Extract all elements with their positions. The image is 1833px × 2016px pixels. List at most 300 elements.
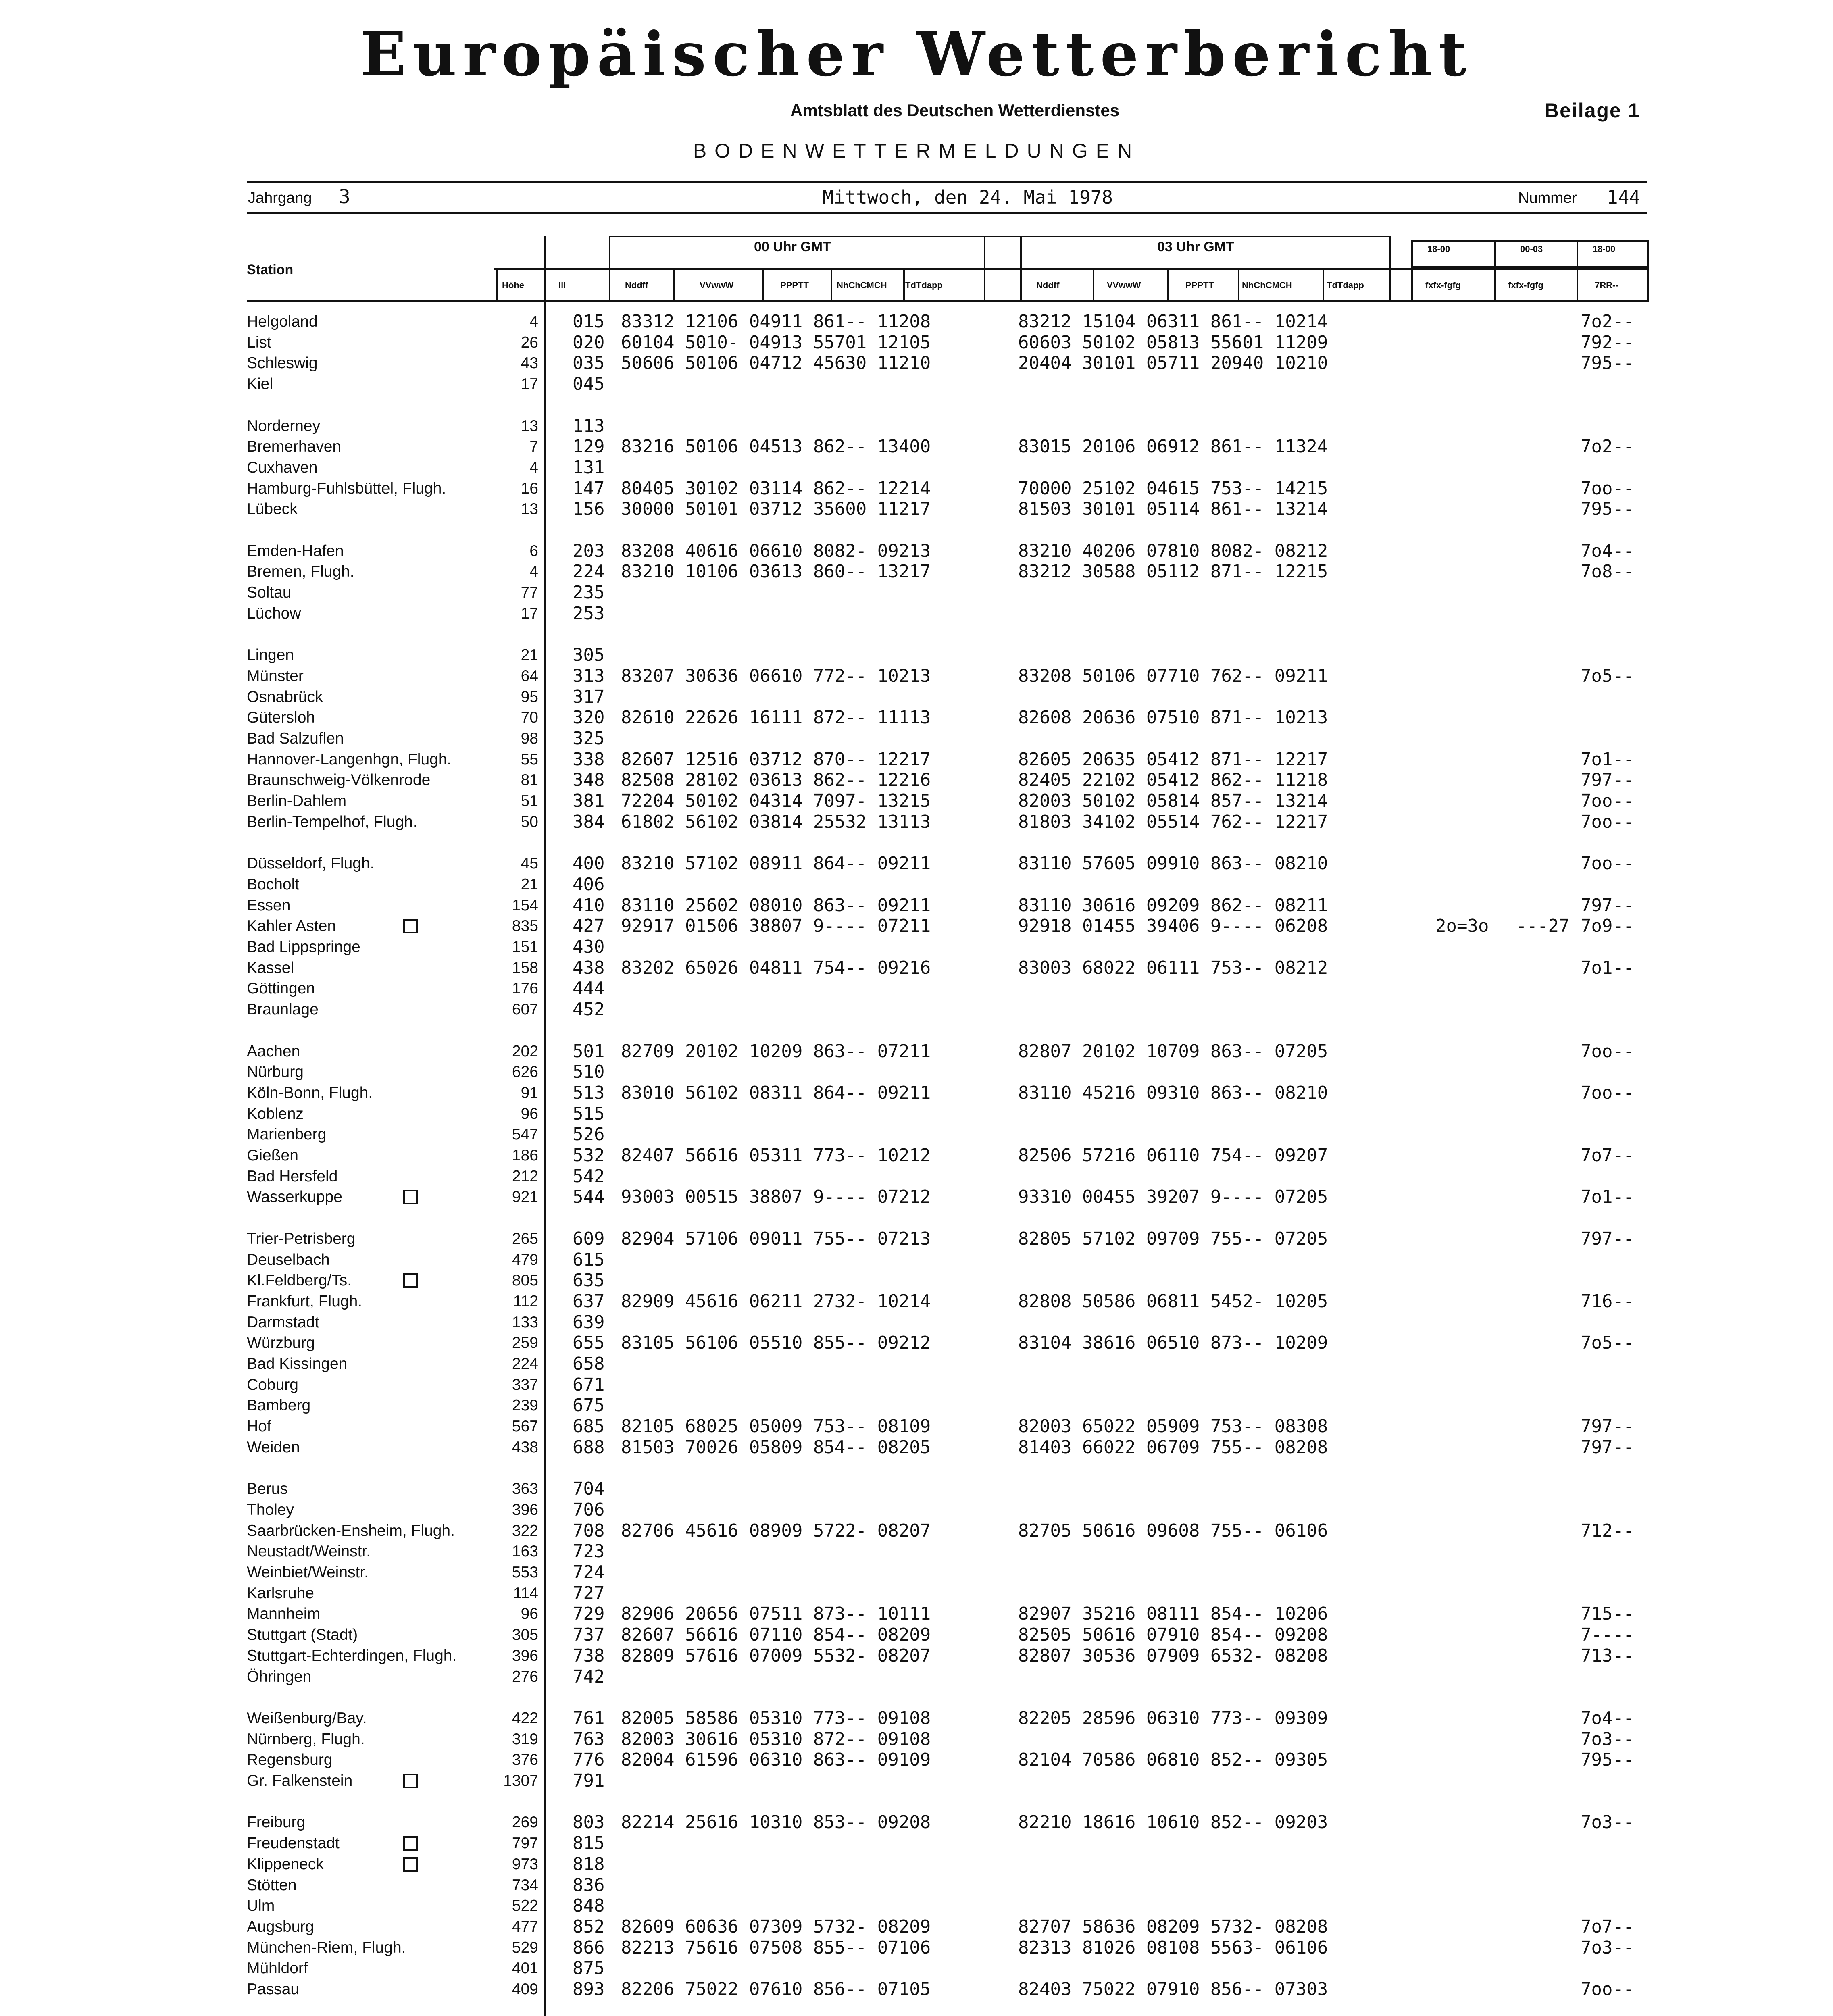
- station-height: 529: [512, 1939, 538, 1956]
- header-rule-top: [247, 181, 1647, 183]
- obs-00-groups: 83202 65026 04811 754-- 09216: [621, 958, 931, 978]
- table-row: [0, 1394, 1833, 1415]
- station-height: 269: [512, 1814, 538, 1831]
- station-height: 26: [521, 334, 538, 351]
- obs-00-groups: 82906 20656 07511 873-- 10111: [621, 1604, 931, 1624]
- station-index: 761: [573, 1708, 605, 1729]
- table-row: [0, 873, 1833, 894]
- table-row: [0, 1290, 1833, 1311]
- table-row: [0, 727, 1833, 748]
- station-height: 409: [512, 1981, 538, 1998]
- obs-03-groups: 93310 00455 39207 9---- 07205: [1018, 1187, 1328, 1207]
- station-height: 239: [512, 1397, 538, 1414]
- station-name: Freudenstadt: [247, 1835, 340, 1852]
- obs-03-groups: 82104 70586 06810 852-- 09305: [1018, 1749, 1328, 1770]
- obs-00-groups: 83207 30636 06610 772-- 10213: [621, 666, 931, 686]
- table-row: [0, 415, 1833, 436]
- precip-18-00: 7oo--: [1581, 853, 1634, 874]
- table-row: [0, 1123, 1833, 1144]
- table-row: [0, 1520, 1833, 1541]
- obs-00-groups: 83208 40616 06610 8082- 09213: [621, 541, 931, 561]
- station-height: 7: [529, 438, 538, 455]
- station-height: 77: [521, 584, 538, 601]
- table-row: [0, 1916, 1833, 1937]
- obs-00-groups: 82003 30616 05310 872-- 09108: [621, 1729, 931, 1749]
- station-height: 91: [521, 1084, 538, 1102]
- obs-03-groups: 83212 30588 05112 871-- 12215: [1018, 561, 1328, 582]
- obs-03-groups: 82003 50102 05814 857-- 13214: [1018, 791, 1328, 811]
- station-name: Saarbrücken-Ensheim, Flugh.: [247, 1522, 455, 1539]
- station-index: 776: [573, 1749, 605, 1770]
- table-row-spacer: [0, 1207, 1833, 1228]
- obs-00-groups: 82709 20102 10209 863-- 07211: [621, 1041, 931, 1062]
- station-height: 212: [512, 1168, 538, 1185]
- table-row-spacer: [0, 394, 1833, 415]
- table-row: [0, 894, 1833, 915]
- obs-00-groups: 82214 25616 10310 853-- 09208: [621, 1812, 931, 1833]
- station-height: 95: [521, 688, 538, 706]
- obs-03-groups: 82707 58636 08209 5732- 08208: [1018, 1916, 1328, 1937]
- obs-03-groups: 20404 30101 05711 20940 10210: [1018, 353, 1328, 373]
- obs-03-groups: 83003 68022 06111 753-- 08212: [1018, 958, 1328, 978]
- obs-00-groups: 82206 75022 07610 856-- 07105: [621, 1979, 931, 1999]
- table-row-spacer: [0, 519, 1833, 540]
- mountain-station-square-icon: [403, 1190, 418, 1204]
- station-index: 129: [573, 436, 605, 457]
- table-row: [0, 1978, 1833, 1999]
- precip-18-00: 7o3--: [1581, 1729, 1634, 1749]
- station-index: 035: [573, 353, 605, 373]
- col-00-clouds: NhChCMCH: [837, 280, 887, 290]
- station-name: Emden-Hafen: [247, 542, 344, 560]
- station-height: 438: [512, 1439, 538, 1456]
- station-height: 305: [512, 1626, 538, 1643]
- obs-00-groups: 50606 50106 04712 45630 11210: [621, 353, 931, 373]
- station-index: 325: [573, 728, 605, 749]
- station-height: 973: [512, 1856, 538, 1873]
- table-row: [0, 1436, 1833, 1457]
- station-height: 276: [512, 1668, 538, 1685]
- station-height: 477: [512, 1918, 538, 1935]
- station-name: Darmstadt: [247, 1314, 319, 1331]
- station-index: 723: [573, 1541, 605, 1562]
- station-height: 363: [512, 1480, 538, 1497]
- station-index: 708: [573, 1520, 605, 1541]
- station-index: 639: [573, 1312, 605, 1333]
- station-index: 526: [573, 1124, 605, 1145]
- obs-03-groups: 81503 30101 05114 861-- 13214: [1018, 499, 1328, 519]
- station-name: Neustadt/Weinstr.: [247, 1543, 371, 1560]
- station-index: 544: [573, 1187, 605, 1207]
- table-row: [0, 1770, 1833, 1791]
- obs-03-groups: 83104 38616 06510 873-- 10209: [1018, 1333, 1328, 1353]
- station-index: 305: [573, 645, 605, 665]
- table-row: [0, 477, 1833, 498]
- precip-18-00: 797--: [1581, 1229, 1634, 1249]
- station-name: Bremerhaven: [247, 438, 342, 455]
- group-03-header: 03 Uhr GMT: [1157, 239, 1234, 254]
- mountain-station-square-icon: [403, 1273, 418, 1288]
- precip-18-00: 7oo--: [1581, 1041, 1634, 1062]
- station-name: Hamburg-Fuhlsbüttel, Flugh.: [247, 480, 446, 497]
- table-row: [0, 602, 1833, 623]
- table-row: [0, 540, 1833, 561]
- station-index: 015: [573, 311, 605, 332]
- station-name: Bad Kissingen: [247, 1355, 348, 1372]
- jahrgang-value: 3: [339, 185, 350, 208]
- table-row: [0, 435, 1833, 456]
- station-index: 615: [573, 1250, 605, 1270]
- precip-18-00: 7oo--: [1581, 478, 1634, 499]
- station-height: 422: [512, 1710, 538, 1727]
- table-row: [0, 1353, 1833, 1374]
- col-x1-bottom: fxfx-fgfg: [1425, 280, 1461, 290]
- station-name: Norderney: [247, 417, 321, 435]
- station-name: Hannover-Langenhgn, Flugh.: [247, 751, 452, 768]
- station-index: 848: [573, 1895, 605, 1916]
- table-row: [0, 706, 1833, 727]
- station-height: 337: [512, 1376, 538, 1393]
- table-row: [0, 1811, 1833, 1832]
- station-index: 724: [573, 1562, 605, 1583]
- table-row: [0, 456, 1833, 477]
- table-row: [0, 1061, 1833, 1082]
- group-00-header: 00 Uhr GMT: [754, 239, 831, 254]
- station-index: 727: [573, 1583, 605, 1604]
- precip-18-00: 712--: [1581, 1520, 1634, 1541]
- station-name: Köln-Bonn, Flugh.: [247, 1084, 373, 1102]
- station-height: 4: [529, 459, 538, 476]
- table-row: [0, 1603, 1833, 1624]
- station-height: 17: [521, 375, 538, 393]
- station-name: Nürburg: [247, 1063, 304, 1081]
- precip-18-00: 7o1--: [1581, 1187, 1634, 1207]
- obs-00-groups: 82213 75616 07508 855-- 07106: [621, 1937, 931, 1958]
- obs-03-groups: 83210 40206 07810 8082- 08212: [1018, 541, 1328, 561]
- station-name: Karlsruhe: [247, 1585, 314, 1602]
- station-height: 154: [512, 897, 538, 914]
- document-title: Europäischer Wetterbericht: [360, 19, 1473, 90]
- table-row: [0, 1832, 1833, 1853]
- precip-18-00: 795--: [1581, 1749, 1634, 1770]
- station-height: 17: [521, 605, 538, 622]
- station-height: 479: [512, 1251, 538, 1268]
- table-row: [0, 686, 1833, 707]
- station-name: Gütersloh: [247, 709, 315, 726]
- station-index: 671: [573, 1375, 605, 1395]
- table-row: [0, 560, 1833, 581]
- station-height: 64: [521, 667, 538, 685]
- station-height: 13: [521, 417, 538, 435]
- station-index: 020: [573, 332, 605, 353]
- table-row-spacer: [0, 623, 1833, 644]
- col-03-ppptt: PPPTT: [1185, 280, 1214, 290]
- station-height: 4: [529, 313, 538, 330]
- station-height: 626: [512, 1063, 538, 1081]
- issue-date: Mittwoch, den 24. Mai 1978: [823, 186, 1113, 208]
- precip-18-00: 7oo--: [1581, 1083, 1634, 1103]
- station-index: 131: [573, 457, 605, 478]
- station-height: 158: [512, 959, 538, 977]
- table-row: [0, 748, 1833, 769]
- station-name: Göttingen: [247, 980, 315, 997]
- obs-03-groups: 83110 57605 09910 863-- 08210: [1018, 853, 1328, 874]
- station-height: 96: [521, 1105, 538, 1123]
- gust-00-03: ---27: [1516, 916, 1570, 936]
- obs-03-groups: 92918 01455 39406 9---- 06208: [1018, 916, 1328, 936]
- col-03-clouds: NhChCMCH: [1242, 280, 1292, 290]
- station-height: 45: [521, 855, 538, 872]
- nummer-value: 144: [1607, 186, 1641, 208]
- station-index: 348: [573, 770, 605, 790]
- station-height: 186: [512, 1147, 538, 1164]
- station-name: Braunschweig-Völkenrode: [247, 771, 431, 789]
- obs-03-groups: 82403 75022 07910 856-- 07303: [1018, 1979, 1328, 1999]
- table-row: [0, 1415, 1833, 1436]
- station-index: 542: [573, 1166, 605, 1187]
- precip-18-00: 7o1--: [1581, 749, 1634, 770]
- table-row: [0, 665, 1833, 686]
- table-row-spacer: [0, 1999, 1833, 2016]
- station-index: 313: [573, 666, 605, 686]
- mountain-station-square-icon: [403, 919, 418, 933]
- station-index: 438: [573, 958, 605, 978]
- precip-18-00: 7o7--: [1581, 1916, 1634, 1937]
- table-row: [0, 1895, 1833, 1916]
- station-name: Berlin-Tempelhof, Flugh.: [247, 813, 417, 831]
- obs-03-groups: 82608 20636 07510 871-- 10213: [1018, 707, 1328, 728]
- precip-18-00: 7o4--: [1581, 1708, 1634, 1729]
- obs-00-groups: 82706 45616 08909 5722- 08207: [621, 1520, 931, 1541]
- table-row: [0, 1749, 1833, 1770]
- station-index: 444: [573, 978, 605, 999]
- obs-00-groups: 82809 57616 07009 5532- 08207: [621, 1645, 931, 1666]
- station-height: 734: [512, 1876, 538, 1894]
- station-index: 203: [573, 541, 605, 561]
- station-height: 13: [521, 500, 538, 518]
- obs-03-groups: 82807 30536 07909 6532- 08208: [1018, 1645, 1328, 1666]
- table-row: [0, 1561, 1833, 1582]
- station-height: 224: [512, 1355, 538, 1372]
- station-index: 320: [573, 707, 605, 728]
- precip-18-00: 7o2--: [1581, 436, 1634, 457]
- station-name: Bocholt: [247, 876, 300, 893]
- station-name: Braunlage: [247, 1001, 319, 1018]
- table-row: [0, 581, 1833, 602]
- station-index: 818: [573, 1854, 605, 1874]
- obs-03-groups: 82605 20635 05412 871-- 12217: [1018, 749, 1328, 770]
- precip-18-00: 797--: [1581, 895, 1634, 916]
- station-index: 729: [573, 1604, 605, 1624]
- precip-18-00: 7o5--: [1581, 666, 1634, 686]
- obs-00-groups: 83210 57102 08911 864-- 09211: [621, 853, 931, 874]
- station-index: 400: [573, 853, 605, 874]
- obs-00-groups: 83110 25602 08010 863-- 09211: [621, 895, 931, 916]
- precip-18-00: 797--: [1581, 1416, 1634, 1437]
- precip-18-00: 7oo--: [1581, 812, 1634, 832]
- station-name: Nürnberg, Flugh.: [247, 1731, 365, 1748]
- table-row: [0, 310, 1833, 331]
- nummer-label: Nummer: [1518, 190, 1577, 206]
- col-x3-bottom: 7RR--: [1595, 280, 1618, 290]
- obs-00-groups: 82508 28102 03613 862-- 12216: [621, 770, 931, 790]
- obs-03-groups: 82003 65022 05909 753-- 08308: [1018, 1416, 1328, 1437]
- station-height: 265: [512, 1230, 538, 1248]
- table-row: [0, 644, 1833, 665]
- station-height: 21: [521, 646, 538, 664]
- table-row: [0, 1707, 1833, 1728]
- station-name: Stuttgart (Stadt): [247, 1626, 358, 1643]
- obs-00-groups: 93003 00515 38807 9---- 07212: [621, 1187, 931, 1207]
- table-row: [0, 1582, 1833, 1603]
- station-name: Frankfurt, Flugh.: [247, 1293, 362, 1310]
- table-row-spacer: [0, 1019, 1833, 1040]
- station-index: 510: [573, 1062, 605, 1082]
- precip-18-00: 7o8--: [1581, 561, 1634, 582]
- obs-03-groups: 83110 45216 09310 863-- 08210: [1018, 1083, 1328, 1103]
- station-index: 147: [573, 478, 605, 499]
- col-00-tdtdapp: TdTdapp: [905, 280, 943, 290]
- station-height: 322: [512, 1522, 538, 1539]
- table-row: [0, 1269, 1833, 1290]
- col-x1-top: 18-00: [1427, 244, 1450, 254]
- table-row: [0, 1249, 1833, 1270]
- station-name: Bamberg: [247, 1397, 311, 1414]
- precip-18-00: 713--: [1581, 1645, 1634, 1666]
- precip-18-00: 797--: [1581, 1437, 1634, 1458]
- beilage-label: Beilage 1: [1544, 99, 1640, 122]
- station-name: Lüchow: [247, 605, 301, 622]
- station-name: Berus: [247, 1480, 288, 1497]
- precip-18-00: 7----: [1581, 1624, 1634, 1645]
- station-name: Bad Salzuflen: [247, 730, 344, 747]
- station-height: 6: [529, 542, 538, 560]
- station-name: Trier-Petrisberg: [247, 1230, 356, 1248]
- obs-03-groups: 60603 50102 05813 55601 11209: [1018, 332, 1328, 353]
- col-00-nddff: Nddff: [625, 280, 648, 290]
- station-index: 513: [573, 1083, 605, 1103]
- station-name: Marienberg: [247, 1126, 327, 1143]
- table-row: [0, 1937, 1833, 1958]
- precip-18-00: 795--: [1581, 353, 1634, 373]
- station-height: 43: [521, 354, 538, 372]
- station-name: Weiden: [247, 1439, 300, 1456]
- station-height: 797: [512, 1835, 538, 1852]
- table-row: [0, 1666, 1833, 1687]
- table-row: [0, 1874, 1833, 1895]
- station-index: 815: [573, 1833, 605, 1854]
- station-index: 706: [573, 1500, 605, 1520]
- station-index: 235: [573, 582, 605, 603]
- obs-03-groups: 81403 66022 06709 755-- 08208: [1018, 1437, 1328, 1458]
- section-title: BODENWETTERMELDUNGEN: [693, 140, 1140, 162]
- table-row: [0, 498, 1833, 519]
- table-row-spacer: [0, 1791, 1833, 1812]
- obs-00-groups: 82105 68025 05009 753-- 08109: [621, 1416, 931, 1437]
- obs-03-groups: 83212 15104 06311 861-- 10214: [1018, 311, 1328, 332]
- station-index: 803: [573, 1812, 605, 1833]
- obs-00-groups: 82607 56616 07110 854-- 08209: [621, 1624, 931, 1645]
- station-index: 406: [573, 874, 605, 895]
- station-height: 259: [512, 1334, 538, 1352]
- obs-00-groups: 82407 56616 05311 773-- 10212: [621, 1145, 931, 1166]
- station-height: 96: [521, 1605, 538, 1622]
- station-index: 501: [573, 1041, 605, 1062]
- station-name: Freiburg: [247, 1814, 306, 1831]
- table-row: [0, 1957, 1833, 1978]
- station-height: 522: [512, 1897, 538, 1914]
- station-name: Regensburg: [247, 1751, 333, 1768]
- col-x2-top: 00-03: [1520, 244, 1543, 254]
- station-height: 547: [512, 1126, 538, 1143]
- station-index: 253: [573, 603, 605, 624]
- precip-18-00: 7o3--: [1581, 1937, 1634, 1958]
- station-name: Bremen, Flugh.: [247, 563, 354, 580]
- station-height: 921: [512, 1188, 538, 1206]
- obs-03-groups: 82807 20102 10709 863-- 07205: [1018, 1041, 1328, 1062]
- precip-18-00: 792--: [1581, 332, 1634, 353]
- station-name: Kiel: [247, 375, 273, 393]
- table-row: [0, 811, 1833, 832]
- precip-18-00: 7o7--: [1581, 1145, 1634, 1166]
- col-iii-header: iii: [558, 280, 566, 290]
- table-row: [0, 1311, 1833, 1332]
- table-row: [0, 1165, 1833, 1186]
- obs-00-groups: 83010 56102 08311 864-- 09211: [621, 1083, 931, 1103]
- table-row: [0, 1332, 1833, 1353]
- station-height: 50: [521, 813, 538, 831]
- obs-00-groups: 82004 61596 06310 863-- 09109: [621, 1749, 931, 1770]
- obs-00-groups: 61802 56102 03814 25532 13113: [621, 812, 931, 832]
- station-height: 98: [521, 730, 538, 747]
- station-index: 515: [573, 1104, 605, 1124]
- station-height: 176: [512, 980, 538, 997]
- obs-03-groups: 82505 50616 07910 854-- 09208: [1018, 1624, 1328, 1645]
- station-height: 319: [512, 1731, 538, 1748]
- table-row: [0, 1374, 1833, 1395]
- table-row: [0, 331, 1833, 352]
- station-index: 410: [573, 895, 605, 916]
- obs-00-groups: 82610 22626 16111 872-- 11113: [621, 707, 931, 728]
- obs-03-groups: 82506 57216 06110 754-- 09207: [1018, 1145, 1328, 1166]
- obs-03-groups: 82805 57102 09709 755-- 07205: [1018, 1229, 1328, 1249]
- station-index: 338: [573, 749, 605, 770]
- station-height: 607: [512, 1001, 538, 1018]
- obs-03-groups: 81803 34102 05514 762-- 12217: [1018, 812, 1328, 832]
- station-name: Öhringen: [247, 1668, 312, 1685]
- station-name: Mühldorf: [247, 1960, 308, 1977]
- station-height: 21: [521, 876, 538, 893]
- station-height: 835: [512, 917, 538, 935]
- table-row: [0, 1103, 1833, 1124]
- obs-00-groups: 82609 60636 07309 5732- 08209: [621, 1916, 931, 1937]
- obs-00-groups: 30000 50101 03712 35600 11217: [621, 499, 931, 519]
- station-index: 156: [573, 499, 605, 519]
- table-row: [0, 936, 1833, 957]
- station-name: Münster: [247, 667, 304, 685]
- station-height: 805: [512, 1272, 538, 1289]
- station-name: Osnabrück: [247, 688, 323, 706]
- precip-18-00: 7o1--: [1581, 958, 1634, 978]
- precip-18-00: 715--: [1581, 1604, 1634, 1624]
- station-height: 553: [512, 1564, 538, 1581]
- precip-18-00: 7o5--: [1581, 1333, 1634, 1353]
- table-row-spacer: [0, 1457, 1833, 1478]
- col-hoehe-header: Höhe: [502, 280, 524, 290]
- obs-00-groups: 83312 12106 04911 861-- 11208: [621, 311, 931, 332]
- station-height: 4: [529, 563, 538, 580]
- station-name: Bad Hersfeld: [247, 1168, 338, 1185]
